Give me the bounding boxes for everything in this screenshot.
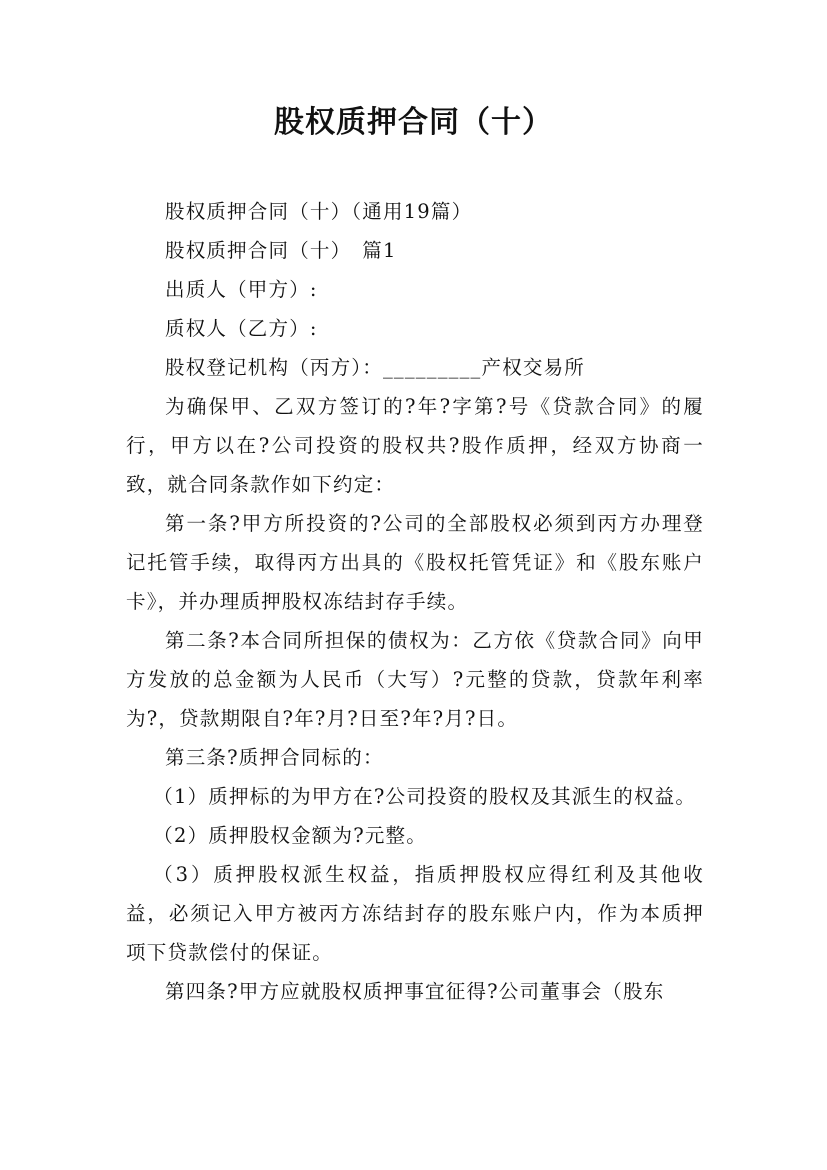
- paragraph-article-3: 第三条?质押合同标的：: [165, 746, 384, 769]
- document-title: 股权质押合同（十）: [274, 105, 553, 140]
- paragraph-pledgor: 出质人（甲方）:: [165, 278, 318, 301]
- paragraph-item-2: （2）质押股权金额为?元整。: [153, 824, 427, 847]
- paragraph-item-3: （3）质押股权派生权益，指质押股权应得红利及其他收益，必须记入甲方被丙方冻结封存的股东账户内，作为本质押项下贷款偿付的保证。: [126, 863, 704, 964]
- paragraph-article-1: 第一条?甲方所投资的?公司的全部股权必须到丙方办理登记托管手续，取得丙方出具的《股权托管凭证》和《股东账户卡》，并办理质押股权冻结封存手续。: [126, 512, 704, 613]
- document-body: [126, 192, 704, 1011]
- paragraph-item-1: （1）质押标的为甲方在?公司投资的股权及其派生的权益。: [153, 785, 697, 808]
- paragraph-registry: 股权登记机构（丙方）：_________产权交易所: [165, 356, 586, 379]
- paragraph-preamble: 为确保甲、乙双方签订的?年?字第?号《贷款合同》的履行，甲方以在?公司投资的股权共?股作质押，经双方协商一致，就合同条款作如下约定：: [126, 395, 704, 496]
- paragraph-pledgee: 质权人（乙方）:: [165, 317, 318, 340]
- paragraph-article-4: 第四条?甲方应就股权质押事宜征得?公司董事会（股东: [165, 980, 665, 1003]
- paragraph-section-heading: 股权质押合同（十） 篇1: [165, 239, 397, 262]
- paragraph-collection-title: 股权质押合同（十）（通用19篇）: [165, 200, 473, 223]
- paragraph-article-2: 第二条?本合同所担保的债权为：乙方依《贷款合同》向甲方发放的总金额为人民币（大写）?元整的贷款，贷款年利率为?，贷款期限自?年?月?日至?年?月?日。: [126, 629, 704, 730]
